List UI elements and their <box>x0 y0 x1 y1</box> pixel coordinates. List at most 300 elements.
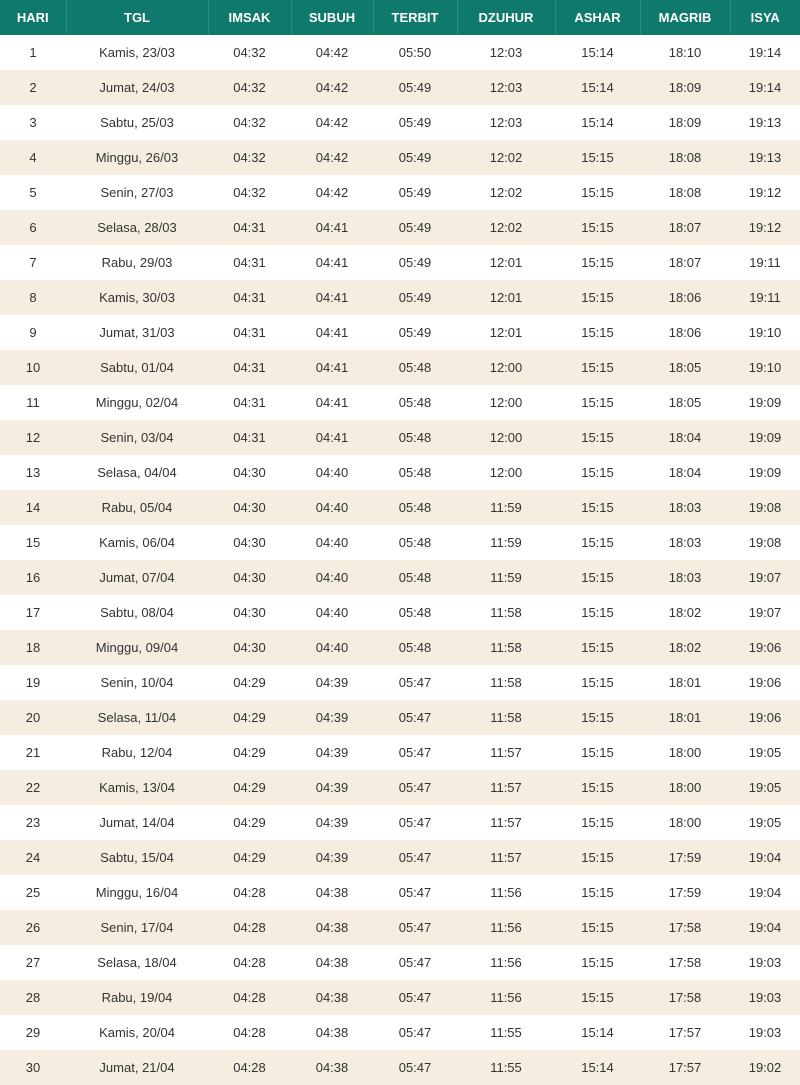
cell-imsak: 04:29 <box>233 675 266 690</box>
cell-tgl: Selasa, 18/04 <box>97 955 177 970</box>
cell-magrib: 18:08 <box>668 150 702 165</box>
header-ashar: ASHAR <box>555 0 640 35</box>
cell-magrib: 18:08 <box>668 185 702 200</box>
cell-subuh: 04:39 <box>315 710 349 725</box>
cell-imsak: 04:31 <box>233 395 266 410</box>
cell-isya: 19:13 <box>748 115 782 130</box>
cell-isya: 19:08 <box>748 535 782 550</box>
cell-terbit: 05:47 <box>398 885 432 900</box>
cell-imsak: 04:30 <box>233 640 266 655</box>
cell-magrib: 18:00 <box>668 815 702 830</box>
cell-terbit: 05:48 <box>398 465 432 480</box>
cell-imsak: 04:31 <box>233 360 266 375</box>
table-row <box>0 665 800 700</box>
cell-subuh: 04:42 <box>315 115 349 130</box>
cell-terbit: 05:47 <box>398 1025 432 1040</box>
cell-dzuhur: 11:59 <box>490 570 522 585</box>
cell-isya: 19:14 <box>748 80 782 95</box>
cell-imsak: 04:29 <box>233 815 266 830</box>
table-row <box>0 1050 800 1085</box>
cell-ashar: 15:15 <box>581 185 614 200</box>
cell-ashar: 15:14 <box>581 45 614 60</box>
cell-hari: 21 <box>25 745 41 760</box>
cell-hari: 24 <box>25 850 41 865</box>
cell-terbit: 05:47 <box>398 1060 432 1075</box>
cell-imsak: 04:28 <box>233 1025 266 1040</box>
cell-imsak: 04:29 <box>233 745 266 760</box>
cell-subuh: 04:40 <box>315 500 349 515</box>
table-row <box>0 700 800 735</box>
cell-tgl: Kamis, 23/03 <box>99 45 175 60</box>
cell-ashar: 15:15 <box>581 535 614 550</box>
cell-dzuhur: 12:00 <box>489 395 523 410</box>
cell-tgl: Senin, 03/04 <box>100 430 174 445</box>
table-row <box>0 490 800 525</box>
cell-isya: 19:08 <box>748 500 782 515</box>
cell-ashar: 15:15 <box>581 325 614 340</box>
cell-terbit: 05:48 <box>398 500 432 515</box>
cell-subuh: 04:39 <box>315 815 349 830</box>
header-tgl: TGL <box>66 0 208 35</box>
cell-hari: 3 <box>29 115 37 130</box>
cell-imsak: 04:30 <box>233 465 266 480</box>
table-row <box>0 35 800 70</box>
table-row <box>0 280 800 315</box>
cell-terbit: 05:48 <box>398 395 432 410</box>
table-row <box>0 175 800 210</box>
cell-isya: 19:07 <box>748 605 782 620</box>
cell-hari: 20 <box>25 710 41 725</box>
cell-tgl: Kamis, 20/04 <box>99 1025 175 1040</box>
cell-dzuhur: 12:03 <box>489 45 523 60</box>
cell-terbit: 05:47 <box>398 955 432 970</box>
cell-isya: 19:05 <box>748 815 782 830</box>
cell-hari: 22 <box>25 780 41 795</box>
cell-magrib: 18:00 <box>668 780 702 795</box>
table-row <box>0 245 800 280</box>
header-hari: HARI <box>0 0 66 35</box>
cell-ashar: 15:15 <box>581 990 614 1005</box>
cell-isya: 19:04 <box>748 885 782 900</box>
cell-hari: 2 <box>29 80 37 95</box>
cell-subuh: 04:38 <box>315 920 349 935</box>
cell-tgl: Jumat, 24/03 <box>99 80 175 95</box>
table-row <box>0 350 800 385</box>
cell-subuh: 04:40 <box>315 465 349 480</box>
cell-isya: 19:05 <box>748 780 782 795</box>
cell-magrib: 17:58 <box>668 955 702 970</box>
cell-imsak: 04:31 <box>233 430 266 445</box>
cell-ashar: 15:15 <box>581 640 614 655</box>
cell-terbit: 05:47 <box>398 780 432 795</box>
cell-tgl: Jumat, 21/04 <box>99 1060 175 1075</box>
table-row <box>0 875 800 910</box>
cell-subuh: 04:40 <box>315 605 349 620</box>
cell-isya: 19:03 <box>748 1025 782 1040</box>
table-row <box>0 735 800 770</box>
cell-dzuhur: 12:02 <box>489 185 523 200</box>
table-row <box>0 525 800 560</box>
cell-tgl: Minggu, 02/04 <box>95 395 179 410</box>
cell-terbit: 05:47 <box>398 815 432 830</box>
table-header <box>0 0 800 35</box>
cell-imsak: 04:32 <box>233 45 266 60</box>
table-row <box>0 560 800 595</box>
cell-magrib: 18:02 <box>668 640 702 655</box>
cell-ashar: 15:15 <box>581 150 614 165</box>
cell-ashar: 15:14 <box>581 1025 614 1040</box>
cell-ashar: 15:15 <box>581 395 614 410</box>
table-row <box>0 140 800 175</box>
cell-magrib: 18:09 <box>668 80 702 95</box>
cell-imsak: 04:30 <box>233 605 266 620</box>
cell-isya: 19:04 <box>748 920 782 935</box>
table-row <box>0 840 800 875</box>
cell-subuh: 04:42 <box>315 45 349 60</box>
cell-hari: 16 <box>25 570 41 585</box>
cell-isya: 19:06 <box>748 640 782 655</box>
cell-magrib: 18:01 <box>668 710 702 725</box>
cell-dzuhur: 11:55 <box>490 1025 522 1040</box>
cell-isya: 19:09 <box>748 395 782 410</box>
cell-dzuhur: 12:00 <box>489 360 523 375</box>
cell-tgl: Kamis, 06/04 <box>99 535 175 550</box>
cell-hari: 23 <box>25 815 41 830</box>
cell-tgl: Sabtu, 01/04 <box>100 360 174 375</box>
table-row <box>0 455 800 490</box>
cell-dzuhur: 12:00 <box>489 430 523 445</box>
cell-isya: 19:11 <box>749 255 781 270</box>
cell-dzuhur: 12:00 <box>489 465 523 480</box>
header-subuh: SUBUH <box>291 0 373 35</box>
cell-dzuhur: 11:58 <box>490 640 522 655</box>
cell-terbit: 05:48 <box>398 430 432 445</box>
cell-ashar: 15:15 <box>581 605 614 620</box>
cell-subuh: 04:40 <box>315 570 349 585</box>
table-row <box>0 210 800 245</box>
cell-ashar: 15:15 <box>581 570 614 585</box>
cell-magrib: 18:04 <box>668 430 702 445</box>
cell-ashar: 15:15 <box>581 815 614 830</box>
cell-subuh: 04:41 <box>315 395 349 410</box>
cell-subuh: 04:39 <box>315 745 349 760</box>
cell-dzuhur: 12:02 <box>489 150 523 165</box>
cell-imsak: 04:31 <box>233 290 266 305</box>
cell-isya: 19:11 <box>749 290 781 305</box>
cell-hari: 27 <box>25 955 41 970</box>
cell-tgl: Sabtu, 08/04 <box>100 605 174 620</box>
cell-tgl: Sabtu, 25/03 <box>100 115 174 130</box>
cell-subuh: 04:39 <box>315 850 349 865</box>
cell-hari: 18 <box>25 640 41 655</box>
cell-imsak: 04:28 <box>233 1060 266 1075</box>
cell-terbit: 05:49 <box>398 80 432 95</box>
header-terbit: TERBIT <box>373 0 457 35</box>
table-row <box>0 945 800 980</box>
cell-hari: 17 <box>25 605 41 620</box>
cell-terbit: 05:47 <box>398 850 432 865</box>
cell-subuh: 04:42 <box>315 185 349 200</box>
cell-imsak: 04:32 <box>233 80 266 95</box>
cell-subuh: 04:38 <box>315 990 349 1005</box>
cell-dzuhur: 12:02 <box>489 220 523 235</box>
cell-magrib: 18:03 <box>668 535 702 550</box>
table-body <box>0 35 800 1085</box>
cell-ashar: 15:15 <box>581 780 614 795</box>
cell-terbit: 05:48 <box>398 360 432 375</box>
cell-tgl: Selasa, 04/04 <box>97 465 177 480</box>
table-row <box>0 980 800 1015</box>
cell-isya: 19:06 <box>748 675 782 690</box>
cell-isya: 19:09 <box>748 465 782 480</box>
cell-dzuhur: 12:01 <box>489 255 523 270</box>
cell-terbit: 05:49 <box>398 255 432 270</box>
cell-subuh: 04:41 <box>315 430 349 445</box>
cell-subuh: 04:41 <box>315 220 349 235</box>
cell-isya: 19:03 <box>748 990 782 1005</box>
table-row <box>0 630 800 665</box>
cell-terbit: 05:49 <box>398 290 432 305</box>
cell-imsak: 04:28 <box>233 885 266 900</box>
cell-imsak: 04:32 <box>233 185 266 200</box>
cell-magrib: 18:00 <box>668 745 702 760</box>
table-row <box>0 105 800 140</box>
cell-hari: 30 <box>25 1060 41 1075</box>
cell-imsak: 04:31 <box>233 255 266 270</box>
table-row <box>0 770 800 805</box>
cell-hari: 8 <box>29 290 37 305</box>
cell-tgl: Jumat, 31/03 <box>99 325 175 340</box>
cell-tgl: Senin, 27/03 <box>100 185 174 200</box>
cell-tgl: Minggu, 16/04 <box>95 885 179 900</box>
cell-imsak: 04:32 <box>233 150 266 165</box>
header-magrib: MAGRIB <box>640 0 730 35</box>
cell-imsak: 04:31 <box>233 220 266 235</box>
cell-imsak: 04:29 <box>233 710 266 725</box>
cell-dzuhur: 11:57 <box>490 815 522 830</box>
cell-imsak: 04:30 <box>233 500 266 515</box>
cell-hari: 13 <box>25 465 41 480</box>
cell-tgl: Selasa, 11/04 <box>97 710 177 725</box>
cell-hari: 15 <box>25 535 41 550</box>
cell-magrib: 18:09 <box>668 115 702 130</box>
table-row <box>0 420 800 455</box>
cell-dzuhur: 11:56 <box>490 920 522 935</box>
header-row <box>0 0 800 35</box>
cell-hari: 10 <box>25 360 41 375</box>
cell-isya: 19:05 <box>748 745 782 760</box>
cell-magrib: 18:06 <box>668 325 702 340</box>
cell-magrib: 18:06 <box>668 290 702 305</box>
cell-subuh: 04:40 <box>315 640 349 655</box>
cell-dzuhur: 12:03 <box>489 80 523 95</box>
cell-tgl: Rabu, 19/04 <box>101 990 173 1005</box>
cell-subuh: 04:41 <box>315 360 349 375</box>
cell-isya: 19:14 <box>748 45 782 60</box>
cell-ashar: 15:15 <box>581 955 614 970</box>
cell-tgl: Jumat, 14/04 <box>99 815 175 830</box>
cell-tgl: Kamis, 30/03 <box>99 290 175 305</box>
cell-tgl: Senin, 10/04 <box>100 675 174 690</box>
cell-subuh: 04:38 <box>315 1025 349 1040</box>
cell-tgl: Minggu, 09/04 <box>95 640 179 655</box>
header-isya: ISYA <box>750 10 780 25</box>
cell-subuh: 04:42 <box>315 150 349 165</box>
cell-ashar: 15:15 <box>581 465 614 480</box>
cell-magrib: 18:04 <box>668 465 702 480</box>
cell-terbit: 05:48 <box>398 605 432 620</box>
cell-magrib: 18:10 <box>668 45 702 60</box>
cell-subuh: 04:41 <box>315 290 349 305</box>
cell-ashar: 15:15 <box>581 255 614 270</box>
cell-isya: 19:09 <box>748 430 782 445</box>
cell-imsak: 04:28 <box>233 955 266 970</box>
cell-dzuhur: 12:03 <box>489 115 523 130</box>
table-row <box>0 805 800 840</box>
cell-magrib: 18:05 <box>668 360 702 375</box>
cell-ashar: 15:15 <box>581 290 614 305</box>
cell-terbit: 05:49 <box>398 185 432 200</box>
cell-isya: 19:12 <box>748 185 782 200</box>
cell-ashar: 15:15 <box>581 885 614 900</box>
cell-imsak: 04:28 <box>233 920 266 935</box>
cell-subuh: 04:38 <box>315 1060 349 1075</box>
cell-dzuhur: 11:57 <box>490 850 522 865</box>
cell-magrib: 17:59 <box>668 850 702 865</box>
cell-subuh: 04:39 <box>315 675 349 690</box>
cell-subuh: 04:41 <box>315 325 349 340</box>
table-row <box>0 595 800 630</box>
cell-terbit: 05:50 <box>398 45 432 60</box>
cell-ashar: 15:15 <box>581 850 614 865</box>
header-dzuhur: DZUHUR <box>457 0 555 35</box>
cell-tgl: Selasa, 28/03 <box>97 220 177 235</box>
cell-ashar: 15:14 <box>581 115 614 130</box>
cell-hari: 11 <box>26 395 40 410</box>
cell-magrib: 18:02 <box>668 605 702 620</box>
cell-hari: 4 <box>29 150 37 165</box>
cell-isya: 19:02 <box>748 1060 782 1075</box>
cell-subuh: 04:41 <box>315 255 349 270</box>
cell-terbit: 05:49 <box>398 115 432 130</box>
cell-hari: 6 <box>29 220 37 235</box>
cell-magrib: 17:58 <box>668 920 702 935</box>
cell-imsak: 04:31 <box>233 325 266 340</box>
cell-subuh: 04:38 <box>315 885 349 900</box>
cell-imsak: 04:30 <box>233 570 266 585</box>
cell-dzuhur: 11:55 <box>490 1060 522 1075</box>
cell-terbit: 05:48 <box>398 640 432 655</box>
cell-dzuhur: 12:01 <box>489 325 523 340</box>
cell-tgl: Minggu, 26/03 <box>95 150 179 165</box>
cell-ashar: 15:15 <box>581 710 614 725</box>
cell-subuh: 04:42 <box>315 80 349 95</box>
cell-hari: 12 <box>25 430 41 445</box>
cell-tgl: Rabu, 12/04 <box>101 745 173 760</box>
cell-ashar: 15:15 <box>581 745 614 760</box>
table-row <box>0 315 800 350</box>
cell-terbit: 05:47 <box>398 920 432 935</box>
cell-ashar: 15:14 <box>581 1060 614 1075</box>
cell-terbit: 05:49 <box>398 150 432 165</box>
cell-hari: 14 <box>25 500 41 515</box>
cell-imsak: 04:32 <box>233 115 266 130</box>
cell-hari: 25 <box>25 885 41 900</box>
cell-magrib: 18:07 <box>668 220 702 235</box>
cell-terbit: 05:49 <box>398 325 432 340</box>
cell-dzuhur: 11:59 <box>490 500 522 515</box>
cell-isya: 19:04 <box>748 850 782 865</box>
cell-isya: 19:12 <box>748 220 782 235</box>
cell-dzuhur: 11:58 <box>490 605 522 620</box>
cell-magrib: 17:59 <box>668 885 702 900</box>
cell-terbit: 05:47 <box>398 710 432 725</box>
cell-magrib: 18:03 <box>668 500 702 515</box>
cell-hari: 9 <box>29 325 37 340</box>
cell-ashar: 15:15 <box>581 430 614 445</box>
cell-dzuhur: 11:59 <box>490 535 522 550</box>
cell-hari: 1 <box>29 45 37 60</box>
cell-imsak: 04:28 <box>233 990 266 1005</box>
cell-tgl: Rabu, 05/04 <box>101 500 173 515</box>
cell-isya: 19:13 <box>748 150 782 165</box>
table-row <box>0 910 800 945</box>
cell-terbit: 05:48 <box>398 570 432 585</box>
table-row <box>0 70 800 105</box>
cell-isya: 19:07 <box>748 570 782 585</box>
cell-isya: 19:10 <box>748 325 782 340</box>
cell-tgl: Jumat, 07/04 <box>99 570 175 585</box>
cell-terbit: 05:47 <box>398 745 432 760</box>
table-row <box>0 1015 800 1050</box>
cell-dzuhur: 11:56 <box>490 955 522 970</box>
header-imsak: IMSAK <box>208 0 291 35</box>
cell-ashar: 15:15 <box>581 675 614 690</box>
cell-ashar: 15:15 <box>581 220 614 235</box>
cell-dzuhur: 11:57 <box>490 745 522 760</box>
cell-dzuhur: 11:57 <box>490 780 522 795</box>
cell-tgl: Senin, 17/04 <box>100 920 174 935</box>
table-row <box>0 385 800 420</box>
cell-magrib: 18:07 <box>668 255 702 270</box>
cell-subuh: 04:39 <box>315 780 349 795</box>
cell-tgl: Sabtu, 15/04 <box>100 850 174 865</box>
cell-terbit: 05:47 <box>398 990 432 1005</box>
cell-terbit: 05:49 <box>398 220 432 235</box>
cell-subuh: 04:40 <box>315 535 349 550</box>
cell-ashar: 15:14 <box>581 80 614 95</box>
cell-dzuhur: 11:56 <box>490 990 522 1005</box>
cell-magrib: 17:58 <box>668 990 702 1005</box>
cell-isya: 19:06 <box>748 710 782 725</box>
cell-hari: 28 <box>25 990 41 1005</box>
cell-magrib: 18:05 <box>668 395 702 410</box>
cell-isya: 19:03 <box>748 955 782 970</box>
cell-hari: 19 <box>25 675 41 690</box>
cell-dzuhur: 12:01 <box>489 290 523 305</box>
cell-tgl: Rabu, 29/03 <box>101 255 173 270</box>
cell-dzuhur: 11:56 <box>490 885 522 900</box>
cell-dzuhur: 11:58 <box>490 675 522 690</box>
cell-subuh: 04:38 <box>315 955 349 970</box>
cell-ashar: 15:15 <box>581 360 614 375</box>
cell-terbit: 05:48 <box>398 535 432 550</box>
cell-hari: 29 <box>25 1025 41 1040</box>
cell-magrib: 17:57 <box>668 1060 702 1075</box>
cell-tgl: Kamis, 13/04 <box>99 780 175 795</box>
cell-imsak: 04:30 <box>233 535 266 550</box>
cell-imsak: 04:29 <box>233 850 266 865</box>
